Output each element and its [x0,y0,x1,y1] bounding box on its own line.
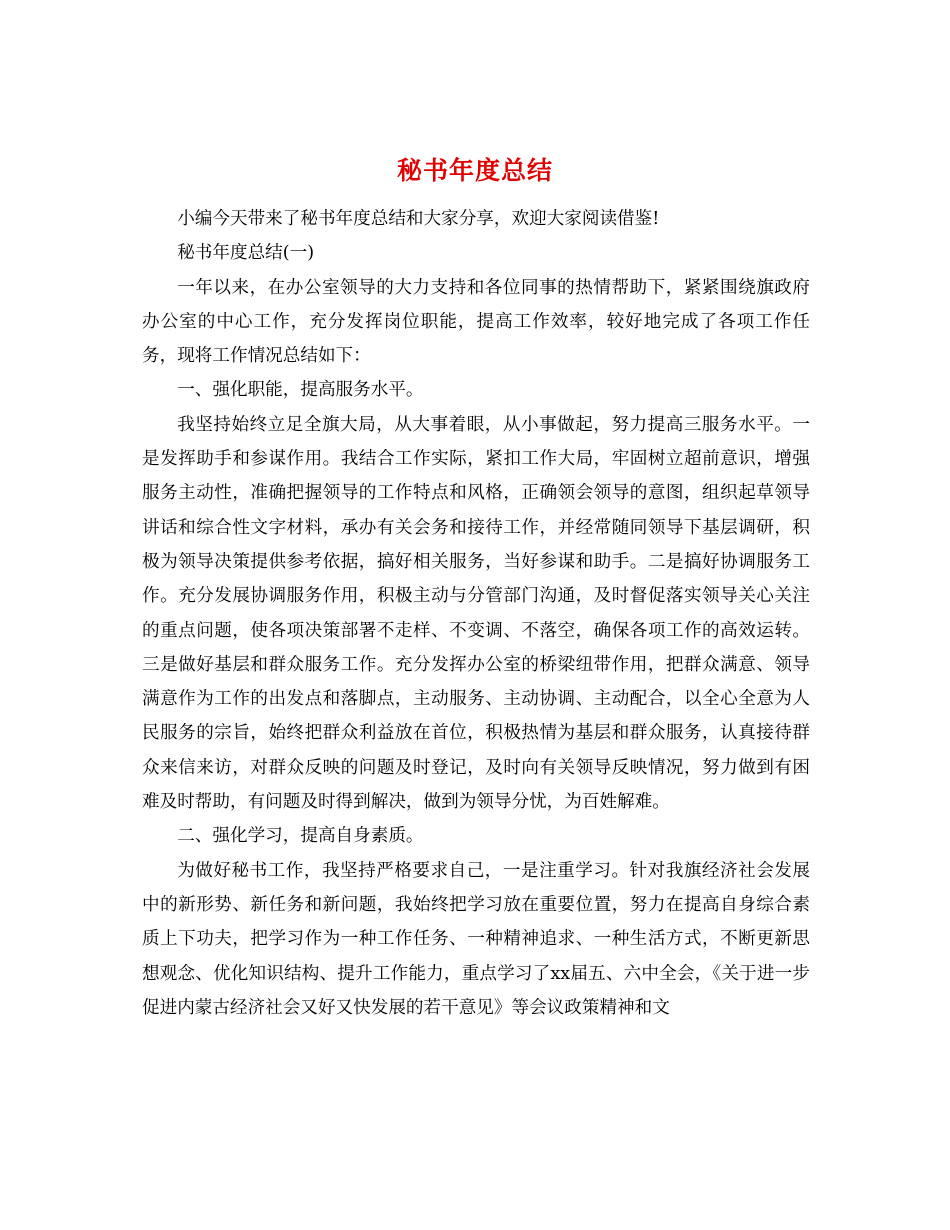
section-heading: 二、强化学习，提高自身素质。 [177,826,424,847]
body-paragraph: 我坚持始终立足全旗大局，从大事着眼，从小事做起，努力提高三服务水平。一是发挥助手和参谋作用。我结合工作实际，紧扣工作大局，牢固树立超前意识，增强服务主动性，准确把握领导的工作特点和风格，正确领会领导的意图，组织起草领导讲话和综合性文字材料，承办有关会务和接待工作，并经常随同领导下基层调研，积极为领导决策提供参考依据，搞好相关服务，当好参谋和助手。二是搞好协调服务工作。充分发展协调服务作用，积极主动与分管部门沟通，及时督促落实领导关心关注的重点问题，使各项决策部署不走样、不变调、不落空，确保各项工作的高效运转。三是做好基层和群众服务工作。充分发挥办公室的桥梁纽带作用，把群众满意、领导满意作为工作的出发点和落脚点，主动服务、主动协调、主动配合，以全心全意为人民服务的宗旨，始终把群众利益放在首位，积极热情为基层和群众服务，认真接待群众来信来访，对群众反映的问题及时登记，及时向有关领导反映情况，努力做到有困难及时帮助，有问题及时得到解决，做到为领导分忧，为百姓解难。 [142,414,810,813]
section-heading: 一、强化职能，提高服务水平。 [177,380,424,401]
document-body [142,202,810,1025]
body-paragraph: 为做好秘书工作，我坚持严格要求自己，一是注重学习。针对我旗经济社会发展中的新形势、新任务和新问题，我始终把学习放在重要位置，努力在提高自身综合素质上下功夫，把学习作为一种工作任务、一种精神追求、一种生活方式，不断更新思想观念、优化知识结构、提升工作能力，重点学习了xx届五、六中全会，《关于进一步促进内蒙古经济社会又好又快发展的若干意见》等会议政策精神和文 [142,860,810,1018]
body-paragraph: 一年以来，在办公室领导的大力支持和各位同事的热情帮助下，紧紧围绕旗政府办公室的中心工作，充分发挥岗位职能，提高工作效率，较好地完成了各项工作任务，现将工作情况总结如下： [142,277,810,367]
section-subtitle: 秘书年度总结(一) [177,243,315,264]
intro-paragraph: 小编今天带来了秘书年度总结和大家分享，欢迎大家阅读借鉴! [177,209,660,229]
document-title: 秘书年度总结 [396,155,553,185]
